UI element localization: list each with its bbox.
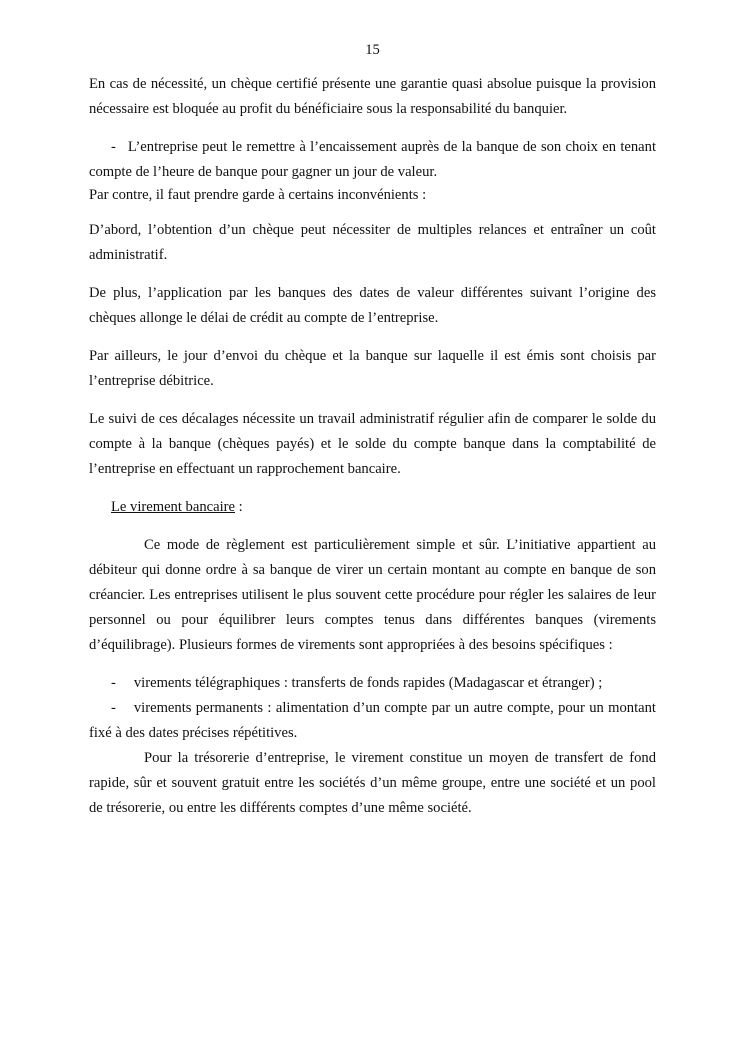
paragraph-encaissement-text: L’entreprise peut le remettre à l’encaissement auprès de la banque de son choix en tenant compte de l’heure de banque pour gagner un jour de valeur. — [89, 139, 656, 180]
paragraph-encaissement — [89, 135, 656, 185]
dash-marker: - — [111, 139, 116, 155]
paragraph-suivi-decalages: Le suivi de ces décalages nécessite un travail administratif régulier afin de comparer le solde du compte à la banque (chèques payés) et le solde du compte banque dans la comptabilité de l’entreprise en effectuant un rapprochement bancaire. — [89, 411, 656, 477]
paragraph-tresorerie: Pour la trésorerie d’entreprise, le virement constitue un moyen de transfert de fond rapide, sûr et souvent gratuit entre les sociétés d’un même groupe, entre une société et un pool de trésorerie, ou entre les différents comptes d’une même société. — [89, 750, 656, 816]
list-item — [89, 671, 656, 696]
paragraph-inconvenients: Par contre, il faut prendre garde à certains inconvénients : — [89, 187, 427, 203]
list-item-text: virements télégraphiques : transferts de fonds rapides (Madagascar et étranger) ; — [133, 675, 603, 691]
list-item-text: virements permanents : alimentation d’un compte par un autre compte, pour un montant fixé à des dates précises répétitives. — [89, 700, 656, 741]
document-body — [89, 72, 656, 821]
dash-marker: - — [111, 675, 116, 691]
page-number: 15 — [365, 42, 380, 58]
dash-marker: - — [111, 700, 116, 716]
heading-colon: : — [234, 499, 243, 515]
paragraph-dabord: D’abord, l’obtention d’un chèque peut nécessiter de multiples relances et entraîner un coût administratif. — [89, 222, 656, 263]
paragraph-par-ailleurs: Par ailleurs, le jour d’envoi du chèque et la banque sur laquelle il est émis sont choisis par l’entreprise débitrice. — [89, 348, 656, 389]
paragraph-mode-reglement: Ce mode de règlement est particulièrement simple et sûr. L’initiative appartient au débiteur qui donne ordre à sa banque de virer un certain montant au compte en banque de son créancier. Les entreprises utilisent le plus souvent cette procédure pour régler les salaires de leur personnel ou pour équilibrer leurs comptes tenus dans différentes banques (virements d’équilibrage). Plusieurs formes de virements sont appropriées à des besoins spécifiques : — [89, 537, 656, 653]
section-heading — [89, 495, 656, 520]
heading-virement-bancaire: Le virement bancaire — [111, 499, 235, 515]
paragraph-de-plus: De plus, l’application par les banques des dates de valeur différentes suivant l’origine des chèques allonge le délai de crédit au compte de l’entreprise. — [89, 285, 656, 326]
list-item — [89, 696, 656, 746]
paragraph-cheque-certifie: En cas de nécessité, un chèque certifié présente une garantie quasi absolue puisque la provision nécessaire est bloquée au profit du bénéficiaire sous la responsabilité du banquier. — [89, 76, 656, 117]
